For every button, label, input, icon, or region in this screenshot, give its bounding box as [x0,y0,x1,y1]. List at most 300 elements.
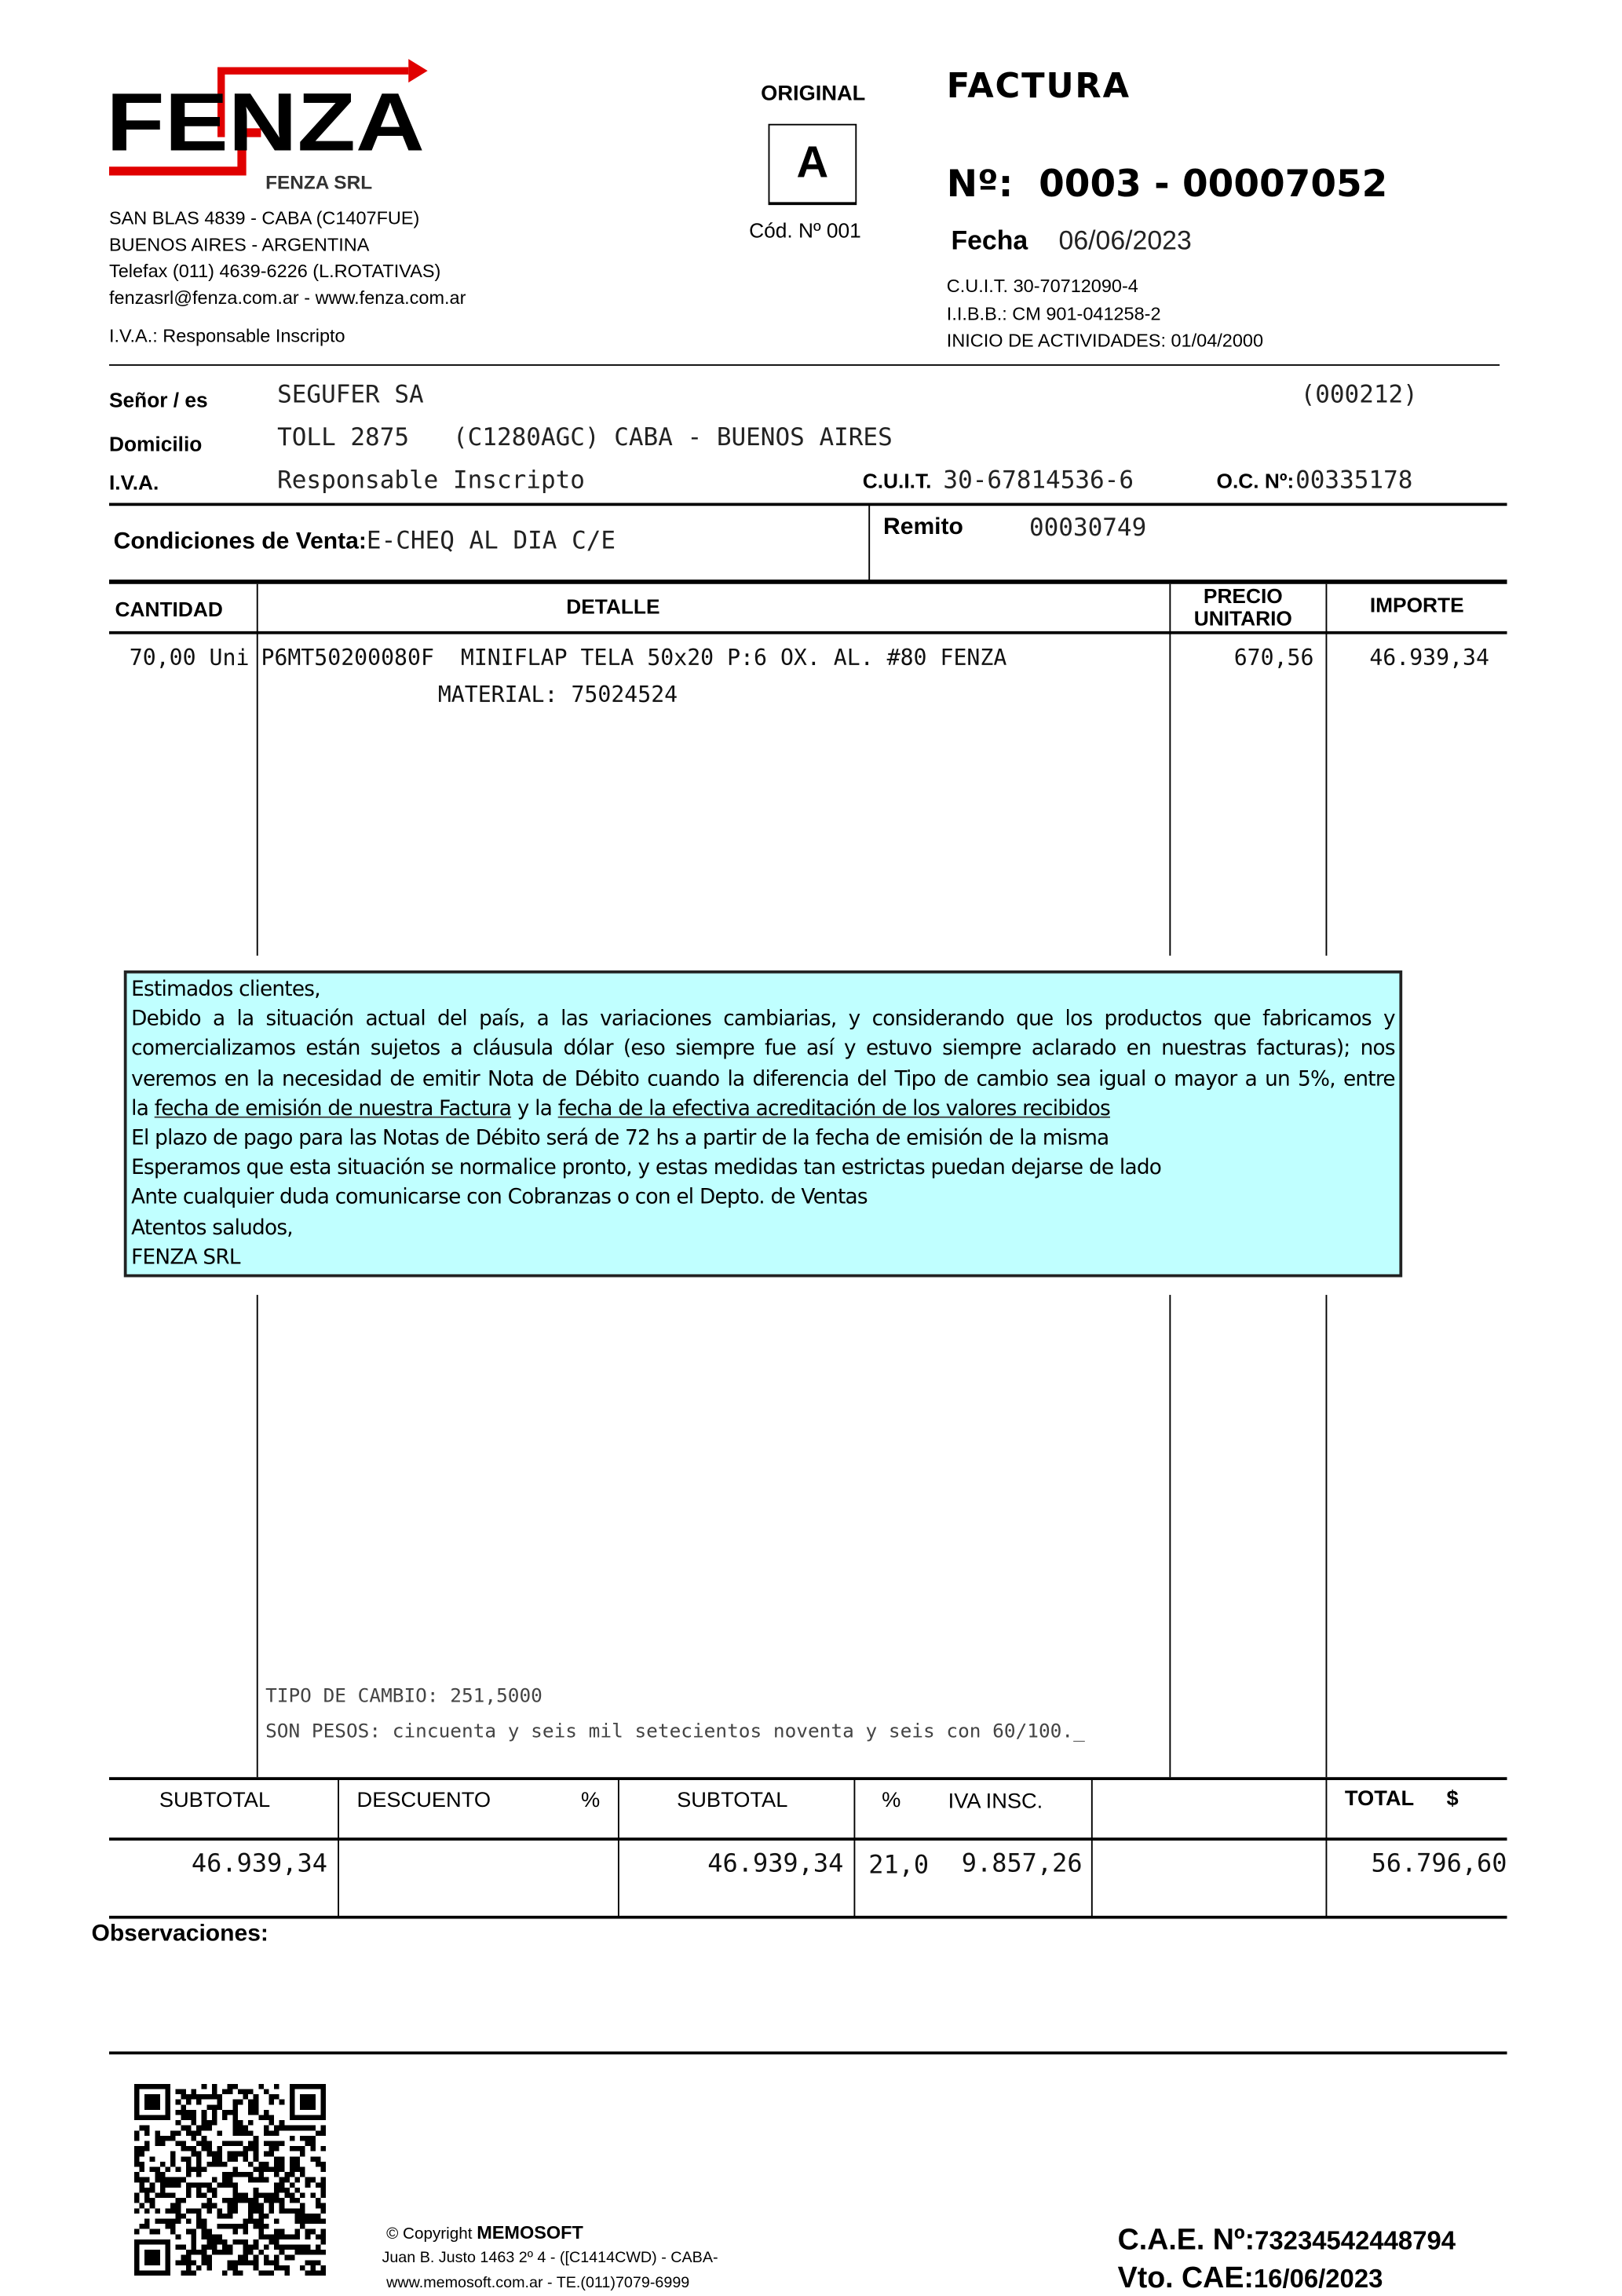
qr-module [320,2166,326,2172]
qr-module [186,2270,192,2276]
qr-module [290,2146,295,2152]
qr-module [274,2182,279,2188]
row-detail: P6MT50200080F MINIFLAP TELA 50x20 P:6 OX. AL. #80 FENZA [261,644,1007,671]
qr-module [212,2162,217,2167]
qr-module [217,2152,223,2157]
cae-number: C.A.E. Nº:73234542448794 [1117,2224,1456,2257]
qr-module [269,2141,274,2146]
qr-module [264,2270,269,2276]
qr-module [274,2141,279,2146]
qr-module [144,2130,150,2136]
doc-number: Nº: 0003 - 00007052 [946,162,1388,206]
qr-module [206,2094,212,2100]
qr-module [274,2255,279,2261]
qr-module [232,2239,238,2245]
qr-module [254,2208,259,2214]
qr-module [290,2126,295,2131]
qr-module [212,2115,217,2120]
qr-module [294,2244,300,2250]
qr-module [316,2203,321,2209]
qr-module [258,2214,264,2219]
qr-module [300,2214,305,2219]
qr-module [202,2166,207,2172]
qr-module [160,2162,166,2167]
qr-module [202,2244,207,2250]
qr-module [217,2156,223,2162]
qr-module [320,2192,326,2198]
qr-module [274,2172,279,2177]
qr-module [320,2208,326,2214]
qr-module [217,2234,223,2239]
qr-module [316,2218,321,2224]
qr-module [279,2250,285,2255]
qr-module [300,2126,305,2131]
qr-module [150,2182,155,2188]
qr-module [258,2162,264,2167]
qr-module [284,2234,290,2239]
qr-module [274,2229,279,2235]
qr-module [269,2152,274,2157]
copyright: © Copyright MEMOSOFT [386,2222,583,2243]
qr-module [222,2270,228,2276]
qr-module [305,2126,311,2131]
qr-module [144,2188,150,2193]
qr-module [186,2192,192,2198]
subtotal-value: 46.939,34 [191,1849,327,1879]
qr-module [228,2265,233,2271]
qr-module [290,2208,295,2214]
qr-module [248,2244,254,2250]
oc-group [1217,466,1413,495]
qr-module [232,2120,238,2126]
qr-module [170,2203,176,2209]
qr-module [166,2224,171,2229]
conditions-label: Condiciones de Venta: [113,529,367,555]
qr-module [176,2198,181,2203]
qr-module [196,2156,202,2162]
qr-module [279,2177,285,2183]
qr-module [134,2198,140,2203]
qr-module [212,2156,217,2162]
qr-module [196,2100,202,2105]
qr-module [254,2203,259,2209]
qr-module [166,2218,171,2224]
qr-module [254,2260,259,2265]
qr-module [248,2110,254,2115]
qr-module [166,2166,171,2172]
qr-module [294,2218,300,2224]
qr-module [238,2100,243,2105]
conditions-group [114,527,616,557]
qr-module [274,2146,279,2152]
row-amount: 46.939,34 [1369,644,1489,671]
qr-module [192,2115,197,2120]
qr-module [254,2156,259,2162]
qr-module [254,2141,259,2146]
client-code: (000212) [1300,380,1418,409]
qr-module [160,2136,166,2141]
qr-module [254,2136,259,2141]
qr-module [228,2156,233,2162]
qr-module [238,2130,243,2136]
qr-module [269,2192,274,2198]
qr-module [294,2229,300,2235]
qr-module [232,2130,238,2136]
qr-module [269,2239,274,2245]
qr-module [274,2156,279,2162]
qr-module [228,2250,233,2255]
qr-module [181,2255,186,2261]
qr-module [248,2120,254,2126]
qr-module [300,2203,305,2209]
total-value: 56.796,60 [1371,1849,1507,1879]
qr-module [170,2192,176,2198]
qr-module [305,2141,311,2146]
qr-module [206,2141,212,2146]
qr-module [192,2229,197,2235]
qr-module [310,2250,316,2255]
qr-module [206,2229,212,2235]
qr-module [264,2152,269,2157]
qr-module [186,2255,192,2261]
qr-module [248,2203,254,2209]
qr-module [206,2126,212,2131]
qr-module [192,2110,197,2115]
qr-module [144,2218,150,2224]
qr-module [202,2250,207,2255]
invoice-letter-box: A [769,124,857,205]
qr-module [248,2250,254,2255]
qr-module [232,2203,238,2209]
qr-module [294,2208,300,2214]
qr-module [232,2172,238,2177]
qr-code[interactable] [134,2084,326,2276]
qr-module [274,2130,279,2136]
company-address: SAN BLAS 4839 - CABA (C1407FUE) BUENOS AIRES - ARGENTINA Telefax (011) 4639-6226 (L.ROTATIVAS) fenzasrl@fenza.com.ar - www.fenza.com.ar [108,207,466,309]
qr-module [258,2229,264,2235]
qr-module [181,2270,186,2276]
client-name-label: Señor / es [108,387,208,412]
qr-module [186,2229,192,2235]
qr-module [166,2192,171,2198]
qr-module [232,2265,238,2271]
qr-module [290,2244,295,2250]
qr-module [192,2234,197,2239]
qr-module [279,2100,285,2105]
qr-module [202,2084,207,2089]
qr-module [254,2152,259,2157]
qr-module [181,2141,186,2146]
qr-module [320,2234,326,2239]
qr-module [310,2177,316,2183]
qr-module [243,2224,248,2229]
qr-module [176,2100,181,2105]
qr-module [279,2162,285,2167]
customer-notice: Estimados clientes, Debido a la situación actual del país, a las variaciones cambiarias, y considerando que los productos que fabricamos y comercializamos están sujetos a cláusula dólar (eso siempre fue así y estuvo siempre aclarado en nuestras facturas); nos veremos en la necesidad de emitir Nota de Débito cuando la diferencia del Tipo de cambio sea igual o mayor a un 5%, entre la fecha de emisión de nuestra Factura y la fecha de la efectiva acreditación de los valores recibidos El plazo de pago para las Notas de Débito será de 72 hs a partir de la fecha de emisión de la misma Esperamos que esta situación se normalice pronto, y estas medidas tan estrictas puedan dejarse de lado Ante cualquier duda comunicarse con Cobranzas o con el Depto. de Ventas Atentos saludos, FENZA SRL [124,971,1402,1278]
qr-module [290,2192,295,2198]
qr-module [248,2218,254,2224]
fenza-logo [106,56,433,195]
qr-module [192,2270,197,2276]
qr-module [196,2192,202,2198]
doc-title: FACTURA [946,68,1131,107]
qr-module [170,2229,176,2235]
qr-module [316,2260,321,2265]
qr-module [192,2244,197,2250]
qr-module [316,2250,321,2255]
qr-module [254,2244,259,2250]
qr-module [144,2192,150,2198]
qr-module [248,2208,254,2214]
qr-module [155,2130,160,2136]
qr-module [264,2244,269,2250]
qr-module [269,2146,274,2152]
qr-module [160,2192,166,2198]
qr-module [320,2130,326,2136]
qr-module [228,2260,233,2265]
currency-label: $ [1446,1787,1459,1812]
qr-module [254,2224,259,2229]
qr-module [192,2182,197,2188]
qr-module [290,2166,295,2172]
qr-module [284,2265,290,2271]
qr-module [186,2100,192,2105]
qr-module [258,2166,264,2172]
qr-module [232,2224,238,2229]
qr-module [238,2270,243,2276]
qr-module [305,2218,311,2224]
qr-module [284,2188,290,2193]
col-header-amount: IMPORTE [1369,593,1464,617]
qr-module [212,2177,217,2183]
client-address: TOLL 2875 (C1280AGC) CABA - BUENOS AIRES [277,423,893,452]
qr-module [217,2100,223,2105]
qr-module [212,2188,217,2193]
qr-module [192,2130,197,2136]
qr-module [228,2084,233,2089]
qr-module [144,2126,150,2131]
qr-module [284,2172,290,2177]
qr-module [228,2214,233,2219]
qr-module [248,2172,254,2177]
qr-module [320,2203,326,2209]
qr-module [192,2260,197,2265]
qr-module [228,2089,233,2094]
qr-module [264,2234,269,2239]
qr-module [144,2224,150,2229]
qr-module [294,2126,300,2131]
qr-module [217,2130,223,2136]
qr-module [155,2229,160,2235]
qr-module [166,2208,171,2214]
qr-module [196,2224,202,2229]
conditions-value: E-CHEQ AL DIA C/E [366,526,616,555]
qr-module [279,2182,285,2188]
qr-module [206,2265,212,2271]
qr-module [254,2255,259,2261]
qr-module [176,2218,181,2224]
qr-module [305,2234,311,2239]
qr-module [320,2265,326,2271]
qr-module [264,2110,269,2115]
qr-module [222,2250,228,2255]
qr-module [274,2198,279,2203]
qr-module [140,2188,145,2193]
qr-module [310,2156,316,2162]
oc-number: 00335178 [1295,466,1413,495]
qr-module [248,2260,254,2265]
qr-module [232,2100,238,2105]
discount-label: DESCUENTO [356,1789,491,1813]
qr-module [212,2104,217,2110]
col-header-detail: DETALLE [566,594,660,618]
qr-module [140,2224,145,2229]
qr-module [170,2218,176,2224]
qr-module [264,2089,269,2094]
qr-module [202,2229,207,2235]
qr-module [232,2182,238,2188]
qr-module [243,2152,248,2157]
qr-module [243,2244,248,2250]
qr-module [144,2177,150,2183]
qr-module [176,2203,181,2209]
qr-module [170,2177,176,2183]
qr-module [254,2265,259,2271]
qr-module [222,2177,228,2183]
qr-module [176,2089,181,2094]
qr-module [181,2094,186,2100]
row-detail-material: MATERIAL: 75024524 [437,681,678,708]
qr-module [134,2192,140,2198]
qr-module [196,2188,202,2193]
qr-module [238,2192,243,2198]
qr-module [269,2198,274,2203]
qr-module [170,2208,176,2214]
qr-module [212,2239,217,2245]
qr-module [264,2130,269,2136]
qr-module [238,2239,243,2245]
qr-module [134,2152,140,2157]
qr-module [254,2192,259,2198]
qr-module [181,2156,186,2162]
qr-module [248,2162,254,2167]
qr-module [243,2089,248,2094]
qr-module [134,2172,140,2177]
qr-module [305,2244,311,2250]
qr-module [212,2192,217,2198]
qr-module [170,2130,176,2136]
qr-module [264,2192,269,2198]
qr-module [196,2094,202,2100]
qr-module [254,2110,259,2115]
qr-module [202,2094,207,2100]
qr-module [232,2141,238,2146]
qr-module [248,2104,254,2110]
observations-label: Observaciones: [91,1921,269,1947]
qr-module [202,2126,207,2131]
iva-rate-value: 21,0 [868,1851,930,1881]
qr-module [206,2244,212,2250]
qr-module [284,2270,290,2276]
qr-module [294,2250,300,2255]
qr-module [300,2224,305,2229]
qr-module [258,2203,264,2209]
qr-module [279,2229,285,2235]
qr-module [243,2250,248,2255]
qr-module [202,2136,207,2141]
qr-module [228,2198,233,2203]
qr-module [258,2208,264,2214]
qr-module [212,2203,217,2209]
qr-module [144,2141,150,2146]
qr-module [258,2224,264,2229]
qr-module [300,2265,305,2271]
qr-module [217,2182,223,2188]
qr-module [192,2208,197,2214]
qr-module [166,2177,171,2183]
qr-module [300,2136,305,2141]
qr-module [150,2166,155,2172]
qr-module [186,2166,192,2172]
qr-module [279,2188,285,2193]
qr-module [202,2115,207,2120]
qr-module [232,2110,238,2115]
qr-module [222,2162,228,2167]
oc-label: O.C. Nº: [1216,469,1295,493]
qr-module [176,2120,181,2126]
qr-module [254,2094,259,2100]
qr-module [238,2152,243,2157]
qr-module [300,2192,305,2198]
qr-module [140,2162,145,2167]
qr-module [264,2126,269,2131]
qr-module [206,2120,212,2126]
qr-module [238,2089,243,2094]
qr-module [320,2218,326,2224]
qr-module [150,2188,155,2193]
qr-module [243,2156,248,2162]
qr-module [232,2198,238,2203]
qr-module [310,2229,316,2235]
qr-module [316,2162,321,2167]
qr-module [274,2260,279,2265]
qr-module [254,2218,259,2224]
qr-module [310,2192,316,2198]
qr-module [140,2177,145,2183]
qr-module [310,2126,316,2131]
qr-module [320,2250,326,2255]
qr-module [160,2182,166,2188]
qr-module [274,2166,279,2172]
qr-module [212,2120,217,2126]
qr-module [300,2152,305,2157]
qr-module [176,2130,181,2136]
qr-module [144,2146,150,2152]
qr-module [243,2192,248,2198]
qr-module [290,2234,295,2239]
qr-module [243,2229,248,2235]
subtotal2-value: 46.939,34 [707,1849,844,1879]
qr-module [300,2244,305,2250]
qr-module [320,2177,326,2183]
qr-module [155,2172,160,2177]
qr-module [279,2141,285,2146]
qr-module [254,2100,259,2105]
qr-module [274,2218,279,2224]
qr-module [258,2177,264,2183]
qr-finder [144,2250,160,2265]
qr-module [284,2177,290,2183]
